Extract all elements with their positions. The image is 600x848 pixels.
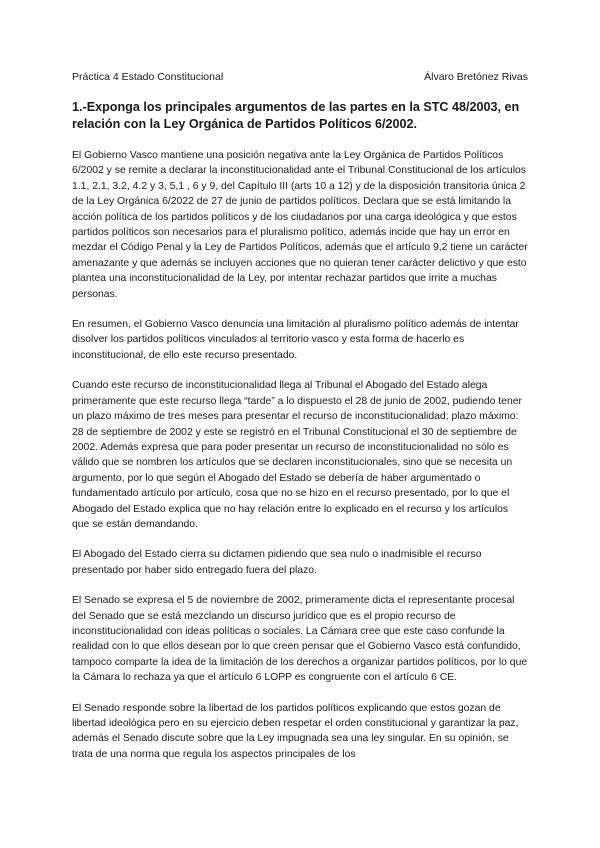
page-header: [72, 70, 528, 84]
paragraph-senado: El Senado se expresa el 5 de noviembre de 2002, primeramente dicta el representante procesal del Senado que se está mezclando un discurso jurídico que es el propio recurso de inconstitucionalidad con ideas políticas o sociales. La Cámara cree que este caso confunde la realidad con lo que ellos desean por lo que creen pensar que el Gobierno Vasco está confundido, tampoco comparte la idea de la limitación de los derechos a organizar partidos políticos, por lo que la Cámara lo rechaza ya que el artículo 6 LOPP es congruente con el artículo 6 CE.: [72, 595, 528, 684]
header-author-name: Álvaro Bretónez Rivas: [424, 71, 528, 83]
paragraph-abogado-cierre: El Abogado del Estado cierra su dictamen pidiendo que sea nulo o inadmisible el recurso presentado por haber sido entregado fuera del plazo.: [72, 549, 482, 576]
paragraph-senado-libertad: El Senado responde sobre la libertad de los partidos políticos explicando que estos gozan de libertad ideológica pero en su ejercicio deben respetar el orden constitucional y garantizar la paz, además el Senado discute sobre que la Ley impugnada sea una ley singular. En su opinión, se trata de una norma que regula los aspectos principales de los: [72, 702, 519, 760]
header-course-title: Práctica 4 Estado Constitucional: [72, 71, 224, 83]
paragraph-resumen: En resumen, el Gobierno Vasco denuncia una limitación al pluralismo político además de intentar disolver los partidos políticos vinculados al territorio vasco y esta forma de hacerlo es inconstitucional, de ello este recurso presentado.: [72, 319, 519, 361]
question-title: 1.-Exponga los principales argumentos de las partes en la STC 48/2003, en relación con la Ley Orgánica de Partidos Políticos 6/2002.: [72, 100, 520, 131]
paragraph-abogado-estado: Cuando este recurso de inconstitucionalidad llega al Tribunal el Abogado del Estado alega primeramente que este recurso llega “tarde” a lo dispuesto el 28 de junio de 2002, pudiendo tener un plazo máximo de tres meses para presentar el recurso de inconstitucionalidad; plazo máximo: 28 de septiembre de 2002 y este se registró en el Tribunal Constitucional el 30 de septiembre de 2002. Además expresa que para poder presentar un recurso de inconstitucionalidad no sólo es válido que se nombren los artículos que se declaren inconstitucionales, sino que se necesita un argumento, por lo que según el Abogado del Estado se debería de haber argumentado o fundamentado artículo por artículo, cosa que no se hizo en el recurso presentado, por lo que el Abogado del Estado explica que no hay relación entre lo explicado en el recurso y los artículos que se están demandando.: [72, 380, 522, 530]
paragraph-gobierno-vasco: El Gobierno Vasco mantiene una posición negativa ante la Ley Orgánica de Partidos Políticos 6/2002 y se remite a declarar la inconstitucionalidad ante el Tribunal Constitucional de los artículos 1.1, 2.1, 3.2, 4.2 y 3, 5,1 , 6 y 9, del Capítulo III (arts 10 a 12) y de la disposición transitoria única 2 de la Ley Orgánica 6/2022 de 27 de junio de partidos políticos. Declara que se está limitando la acción política de los partidos políticos y de los ciudadanos por una carga ideológica y que estos partidos políticos son necesarios para el pluralismo político, además incide que hay un error en mezdar el Código Penal y la Ley de Partidos Políticos, además que el artículo 9,2 tiene un carácter amenazante y que además se incluyen acciones que no quieran tener carácter delictivo y que esto plantea una inconstitucionalidad de la Ley, por intentar rechazar partidos que irrite a muchas personas.: [72, 150, 528, 300]
